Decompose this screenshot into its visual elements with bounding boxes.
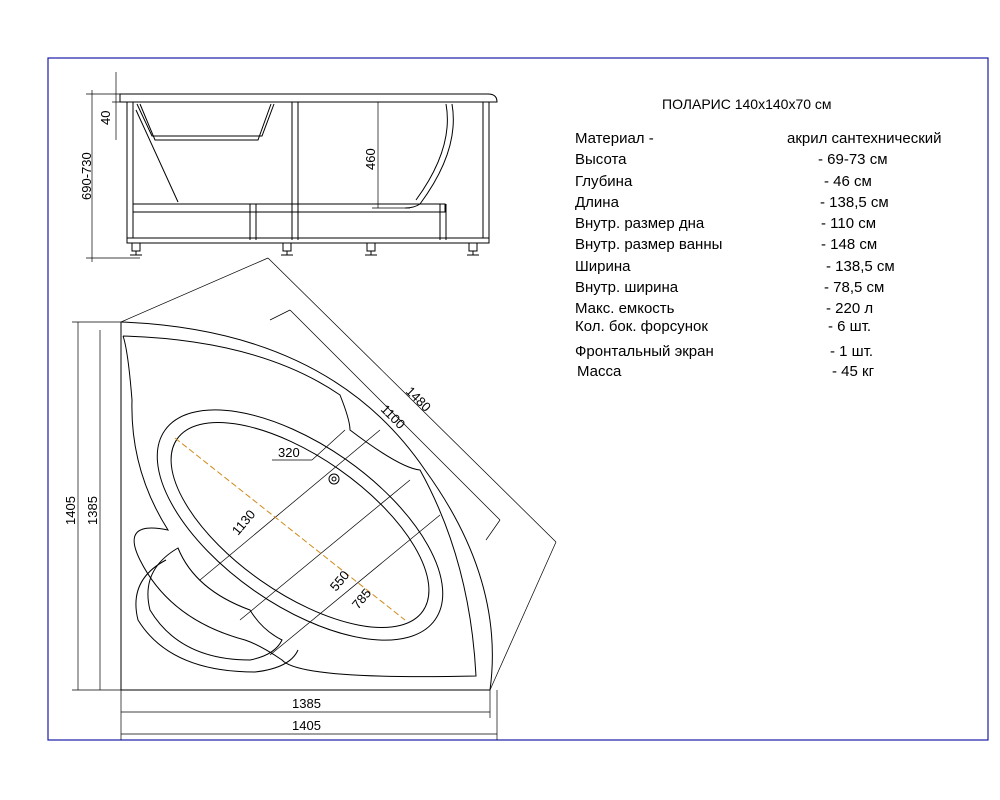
top-view bbox=[72, 258, 556, 740]
spec-value-height: - 69-73 см bbox=[818, 151, 888, 168]
spec-value-bottom-size: - 110 см bbox=[821, 215, 877, 232]
rim-top bbox=[120, 94, 497, 102]
dim-bowl-width-label: 785 bbox=[348, 585, 375, 612]
spec-value-mass: - 45 кг bbox=[832, 363, 875, 380]
spec-label-front-panel: Фронтальный экран bbox=[575, 343, 714, 360]
dim-drain-label: 320 bbox=[278, 445, 300, 460]
spec-label-bottom-size: Внутр. размер дна bbox=[575, 215, 705, 232]
product-title: ПОЛАРИС 140x140x70 см bbox=[662, 96, 832, 112]
side-view bbox=[86, 72, 497, 262]
spec-label-inner-width: Внутр. ширина bbox=[575, 279, 679, 296]
dim-diag-outer-label: 1480 bbox=[402, 383, 434, 415]
dim-rim-label: 40 bbox=[98, 110, 113, 125]
dim-depth-label: 460 bbox=[363, 148, 378, 170]
spec-value-length: - 138,5 см bbox=[820, 194, 889, 211]
drain bbox=[329, 474, 339, 484]
dim-height-label: 690-730 bbox=[79, 152, 94, 200]
dim-bowl-bottom-label: 550 bbox=[326, 567, 353, 594]
dim-bowl-length-label: 1130 bbox=[228, 506, 259, 538]
spec-value-width: - 138,5 см bbox=[826, 258, 895, 275]
side-feet bbox=[130, 243, 479, 255]
spec-label-depth: Глубина bbox=[575, 173, 633, 190]
dim-diag-inner-label: 1100 bbox=[377, 401, 409, 432]
spec-value-jets: - 6 шт. bbox=[828, 318, 872, 335]
spec-label-jets: Кол. бок. форсунок bbox=[575, 318, 708, 335]
dim-bottom-outer-label: 1405 bbox=[292, 718, 321, 733]
dim-left-outer-label: 1405 bbox=[63, 496, 78, 525]
spec-label-capacity: Макс. емкость bbox=[575, 300, 675, 317]
seat-lobe bbox=[148, 548, 282, 660]
dim-left-inner-label: 1385 bbox=[85, 496, 100, 525]
spec-label-mass: Масса bbox=[577, 363, 622, 380]
spec-value-front-panel: - 1 шт. bbox=[830, 343, 874, 360]
spec-label-width: Ширина bbox=[575, 258, 631, 275]
bowl-inner bbox=[138, 383, 462, 666]
spec-value-inner-width: - 78,5 см bbox=[824, 279, 885, 296]
spec-value-capacity: - 220 л bbox=[826, 300, 874, 317]
outer-rim-curve bbox=[121, 322, 492, 690]
spec-label-height: Высота bbox=[575, 151, 627, 168]
spec-label-material: Материал - bbox=[575, 130, 654, 147]
spec-value-tub-size: - 148 см bbox=[821, 236, 878, 253]
spec-label-tub-size: Внутр. размер ванны bbox=[575, 236, 723, 253]
spec-label-length: Длина bbox=[575, 194, 619, 211]
dim-bottom-inner-label: 1385 bbox=[292, 696, 321, 711]
spec-value-depth: - 46 см bbox=[824, 173, 872, 190]
spec-value-material: акрил сантехнический bbox=[787, 130, 942, 147]
